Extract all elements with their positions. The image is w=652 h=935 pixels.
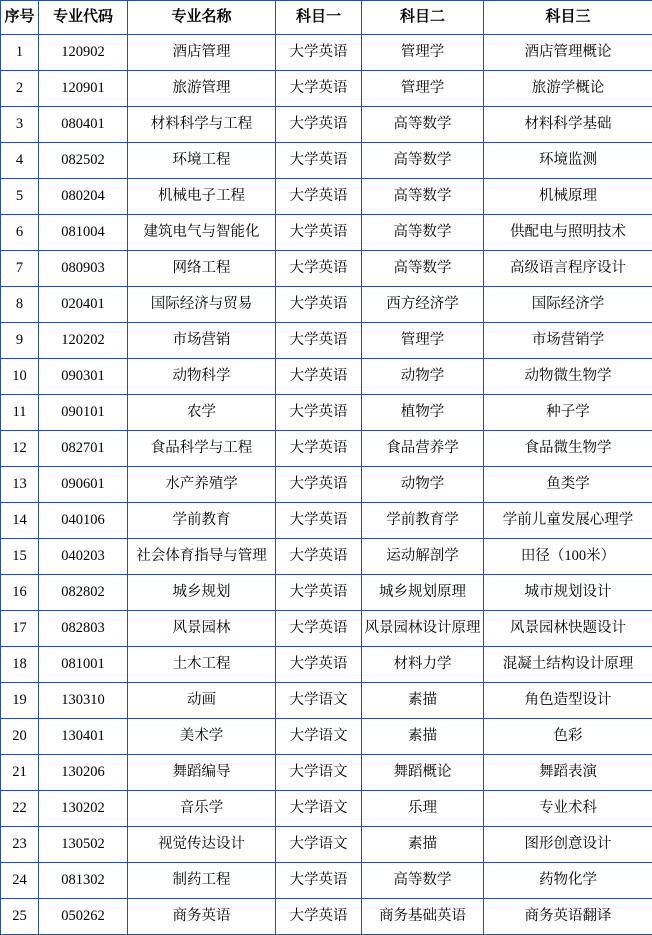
cell-subject-1: 大学英语 bbox=[276, 35, 362, 71]
cell-subject-3: 市场营销学 bbox=[484, 323, 652, 359]
table-row bbox=[1, 395, 652, 431]
table-row bbox=[1, 899, 652, 935]
cell-index: 7 bbox=[1, 251, 39, 287]
cell-index: 4 bbox=[1, 143, 39, 179]
table-row bbox=[1, 539, 652, 575]
cell-code: 081001 bbox=[39, 647, 128, 683]
cell-name: 市场营销 bbox=[128, 323, 276, 359]
cell-index: 12 bbox=[1, 431, 39, 467]
cell-name: 城乡规划 bbox=[128, 575, 276, 611]
cell-subject-1: 大学英语 bbox=[276, 431, 362, 467]
cell-name: 动画 bbox=[128, 683, 276, 719]
cell-index: 5 bbox=[1, 179, 39, 215]
cell-index: 18 bbox=[1, 647, 39, 683]
cell-name: 学前教育 bbox=[128, 503, 276, 539]
cell-code: 082802 bbox=[39, 575, 128, 611]
cell-name: 农学 bbox=[128, 395, 276, 431]
cell-index: 23 bbox=[1, 827, 39, 863]
cell-subject-2: 舞蹈概论 bbox=[362, 755, 484, 791]
cell-code: 130206 bbox=[39, 755, 128, 791]
cell-code: 080903 bbox=[39, 251, 128, 287]
table-row bbox=[1, 251, 652, 287]
cell-subject-1: 大学英语 bbox=[276, 863, 362, 899]
column-header-subject-1: 科目一 bbox=[276, 1, 362, 35]
cell-subject-2: 高等数学 bbox=[362, 863, 484, 899]
cell-subject-2: 乐理 bbox=[362, 791, 484, 827]
table-row bbox=[1, 179, 652, 215]
cell-index: 24 bbox=[1, 863, 39, 899]
cell-subject-1: 大学英语 bbox=[276, 179, 362, 215]
cell-subject-2: 素描 bbox=[362, 827, 484, 863]
cell-code: 130401 bbox=[39, 719, 128, 755]
table-row bbox=[1, 827, 652, 863]
cell-subject-2: 植物学 bbox=[362, 395, 484, 431]
cell-subject-1: 大学英语 bbox=[276, 359, 362, 395]
cell-code: 040203 bbox=[39, 539, 128, 575]
cell-code: 082701 bbox=[39, 431, 128, 467]
cell-subject-3: 混凝土结构设计原理 bbox=[484, 647, 652, 683]
column-header-index: 序号 bbox=[1, 1, 39, 35]
cell-subject-3: 鱼类学 bbox=[484, 467, 652, 503]
table-row bbox=[1, 755, 652, 791]
table-row bbox=[1, 863, 652, 899]
cell-subject-2: 商务基础英语 bbox=[362, 899, 484, 935]
cell-name: 国际经济与贸易 bbox=[128, 287, 276, 323]
cell-code: 120202 bbox=[39, 323, 128, 359]
cell-subject-1: 大学英语 bbox=[276, 323, 362, 359]
cell-subject-3: 食品微生物学 bbox=[484, 431, 652, 467]
cell-subject-1: 大学英语 bbox=[276, 395, 362, 431]
cell-subject-1: 大学英语 bbox=[276, 287, 362, 323]
cell-name: 动物科学 bbox=[128, 359, 276, 395]
cell-subject-3: 材料科学基础 bbox=[484, 107, 652, 143]
cell-subject-3: 高级语言程序设计 bbox=[484, 251, 652, 287]
table-row bbox=[1, 431, 652, 467]
cell-subject-2: 动物学 bbox=[362, 467, 484, 503]
cell-subject-3: 药物化学 bbox=[484, 863, 652, 899]
cell-subject-1: 大学英语 bbox=[276, 251, 362, 287]
cell-code: 130310 bbox=[39, 683, 128, 719]
cell-subject-3: 角色造型设计 bbox=[484, 683, 652, 719]
cell-name: 食品科学与工程 bbox=[128, 431, 276, 467]
cell-code: 120902 bbox=[39, 35, 128, 71]
table-row bbox=[1, 215, 652, 251]
cell-subject-1: 大学语文 bbox=[276, 791, 362, 827]
cell-code: 040106 bbox=[39, 503, 128, 539]
cell-subject-3: 种子学 bbox=[484, 395, 652, 431]
cell-subject-2: 材料力学 bbox=[362, 647, 484, 683]
cell-subject-1: 大学英语 bbox=[276, 899, 362, 935]
cell-subject-3: 舞蹈表演 bbox=[484, 755, 652, 791]
cell-subject-1: 大学英语 bbox=[276, 503, 362, 539]
cell-subject-2: 学前教育学 bbox=[362, 503, 484, 539]
cell-subject-3: 图形创意设计 bbox=[484, 827, 652, 863]
cell-subject-3: 风景园林快题设计 bbox=[484, 611, 652, 647]
cell-index: 6 bbox=[1, 215, 39, 251]
cell-subject-1: 大学英语 bbox=[276, 575, 362, 611]
cell-index: 16 bbox=[1, 575, 39, 611]
cell-name: 制药工程 bbox=[128, 863, 276, 899]
cell-name: 环境工程 bbox=[128, 143, 276, 179]
table-row bbox=[1, 359, 652, 395]
cell-code: 090101 bbox=[39, 395, 128, 431]
cell-name: 音乐学 bbox=[128, 791, 276, 827]
cell-index: 25 bbox=[1, 899, 39, 935]
cell-subject-3: 旅游学概论 bbox=[484, 71, 652, 107]
table-row bbox=[1, 35, 652, 71]
table-row bbox=[1, 323, 652, 359]
cell-index: 15 bbox=[1, 539, 39, 575]
cell-subject-1: 大学语文 bbox=[276, 683, 362, 719]
cell-subject-3: 专业术科 bbox=[484, 791, 652, 827]
cell-index: 19 bbox=[1, 683, 39, 719]
cell-subject-2: 西方经济学 bbox=[362, 287, 484, 323]
cell-index: 13 bbox=[1, 467, 39, 503]
cell-subject-1: 大学语文 bbox=[276, 719, 362, 755]
cell-index: 10 bbox=[1, 359, 39, 395]
cell-name: 机械电子工程 bbox=[128, 179, 276, 215]
cell-subject-2: 高等数学 bbox=[362, 179, 484, 215]
table-row bbox=[1, 683, 652, 719]
table-row bbox=[1, 107, 652, 143]
table-row bbox=[1, 647, 652, 683]
cell-subject-1: 大学英语 bbox=[276, 143, 362, 179]
cell-subject-3: 动物微生物学 bbox=[484, 359, 652, 395]
cell-subject-1: 大学英语 bbox=[276, 539, 362, 575]
table-row bbox=[1, 575, 652, 611]
cell-name: 建筑电气与智能化 bbox=[128, 215, 276, 251]
table-row bbox=[1, 719, 652, 755]
cell-index: 2 bbox=[1, 71, 39, 107]
cell-index: 17 bbox=[1, 611, 39, 647]
cell-subject-1: 大学英语 bbox=[276, 215, 362, 251]
cell-name: 酒店管理 bbox=[128, 35, 276, 71]
cell-subject-2: 高等数学 bbox=[362, 215, 484, 251]
cell-code: 020401 bbox=[39, 287, 128, 323]
cell-subject-3: 学前儿童发展心理学 bbox=[484, 503, 652, 539]
cell-subject-2: 城乡规划原理 bbox=[362, 575, 484, 611]
cell-subject-2: 食品营养学 bbox=[362, 431, 484, 467]
cell-index: 3 bbox=[1, 107, 39, 143]
cell-subject-3: 国际经济学 bbox=[484, 287, 652, 323]
cell-name: 商务英语 bbox=[128, 899, 276, 935]
cell-name: 风景园林 bbox=[128, 611, 276, 647]
cell-code: 130502 bbox=[39, 827, 128, 863]
cell-subject-1: 大学英语 bbox=[276, 647, 362, 683]
cell-index: 21 bbox=[1, 755, 39, 791]
cell-subject-2: 高等数学 bbox=[362, 107, 484, 143]
table-row bbox=[1, 287, 652, 323]
cell-subject-1: 大学语文 bbox=[276, 755, 362, 791]
cell-subject-2: 高等数学 bbox=[362, 251, 484, 287]
cell-code: 082502 bbox=[39, 143, 128, 179]
cell-subject-1: 大学英语 bbox=[276, 107, 362, 143]
cell-name: 水产养殖学 bbox=[128, 467, 276, 503]
cell-subject-3: 色彩 bbox=[484, 719, 652, 755]
cell-code: 081302 bbox=[39, 863, 128, 899]
cell-subject-2: 素描 bbox=[362, 719, 484, 755]
cell-subject-3: 城市规划设计 bbox=[484, 575, 652, 611]
cell-code: 050262 bbox=[39, 899, 128, 935]
cell-subject-3: 供配电与照明技术 bbox=[484, 215, 652, 251]
cell-subject-3: 环境监测 bbox=[484, 143, 652, 179]
cell-code: 090301 bbox=[39, 359, 128, 395]
cell-subject-2: 高等数学 bbox=[362, 143, 484, 179]
cell-name: 土木工程 bbox=[128, 647, 276, 683]
cell-subject-2: 运动解剖学 bbox=[362, 539, 484, 575]
cell-index: 14 bbox=[1, 503, 39, 539]
cell-code: 080204 bbox=[39, 179, 128, 215]
cell-subject-2: 管理学 bbox=[362, 71, 484, 107]
cell-subject-3: 田径（100米） bbox=[484, 539, 652, 575]
cell-subject-2: 管理学 bbox=[362, 35, 484, 71]
cell-code: 081004 bbox=[39, 215, 128, 251]
cell-code: 120901 bbox=[39, 71, 128, 107]
cell-name: 网络工程 bbox=[128, 251, 276, 287]
table-row bbox=[1, 611, 652, 647]
table-row bbox=[1, 143, 652, 179]
cell-index: 9 bbox=[1, 323, 39, 359]
cell-name: 视觉传达设计 bbox=[128, 827, 276, 863]
table-row bbox=[1, 71, 652, 107]
cell-index: 20 bbox=[1, 719, 39, 755]
cell-subject-3: 机械原理 bbox=[484, 179, 652, 215]
cell-subject-2: 风景园林设计原理 bbox=[362, 611, 484, 647]
cell-subject-1: 大学英语 bbox=[276, 467, 362, 503]
cell-index: 1 bbox=[1, 35, 39, 71]
cell-subject-2: 素描 bbox=[362, 683, 484, 719]
column-header-name: 专业名称 bbox=[128, 1, 276, 35]
table-row bbox=[1, 503, 652, 539]
cell-name: 旅游管理 bbox=[128, 71, 276, 107]
cell-name: 材料科学与工程 bbox=[128, 107, 276, 143]
cell-code: 082803 bbox=[39, 611, 128, 647]
cell-index: 11 bbox=[1, 395, 39, 431]
cell-subject-3: 酒店管理概论 bbox=[484, 35, 652, 71]
cell-name: 美术学 bbox=[128, 719, 276, 755]
cell-subject-2: 管理学 bbox=[362, 323, 484, 359]
cell-code: 090601 bbox=[39, 467, 128, 503]
cell-index: 8 bbox=[1, 287, 39, 323]
cell-subject-2: 动物学 bbox=[362, 359, 484, 395]
cell-code: 080401 bbox=[39, 107, 128, 143]
column-header-subject-2: 科目二 bbox=[362, 1, 484, 35]
cell-subject-1: 大学语文 bbox=[276, 827, 362, 863]
cell-code: 130202 bbox=[39, 791, 128, 827]
cell-name: 舞蹈编导 bbox=[128, 755, 276, 791]
table-row bbox=[1, 791, 652, 827]
column-header-code: 专业代码 bbox=[39, 1, 128, 35]
cell-index: 22 bbox=[1, 791, 39, 827]
cell-subject-1: 大学英语 bbox=[276, 71, 362, 107]
table-row bbox=[1, 467, 652, 503]
table-header-row bbox=[1, 1, 652, 35]
column-header-subject-3: 科目三 bbox=[484, 1, 652, 35]
cell-subject-3: 商务英语翻译 bbox=[484, 899, 652, 935]
cell-name: 社会体育指导与管理 bbox=[128, 539, 276, 575]
cell-subject-1: 大学英语 bbox=[276, 611, 362, 647]
